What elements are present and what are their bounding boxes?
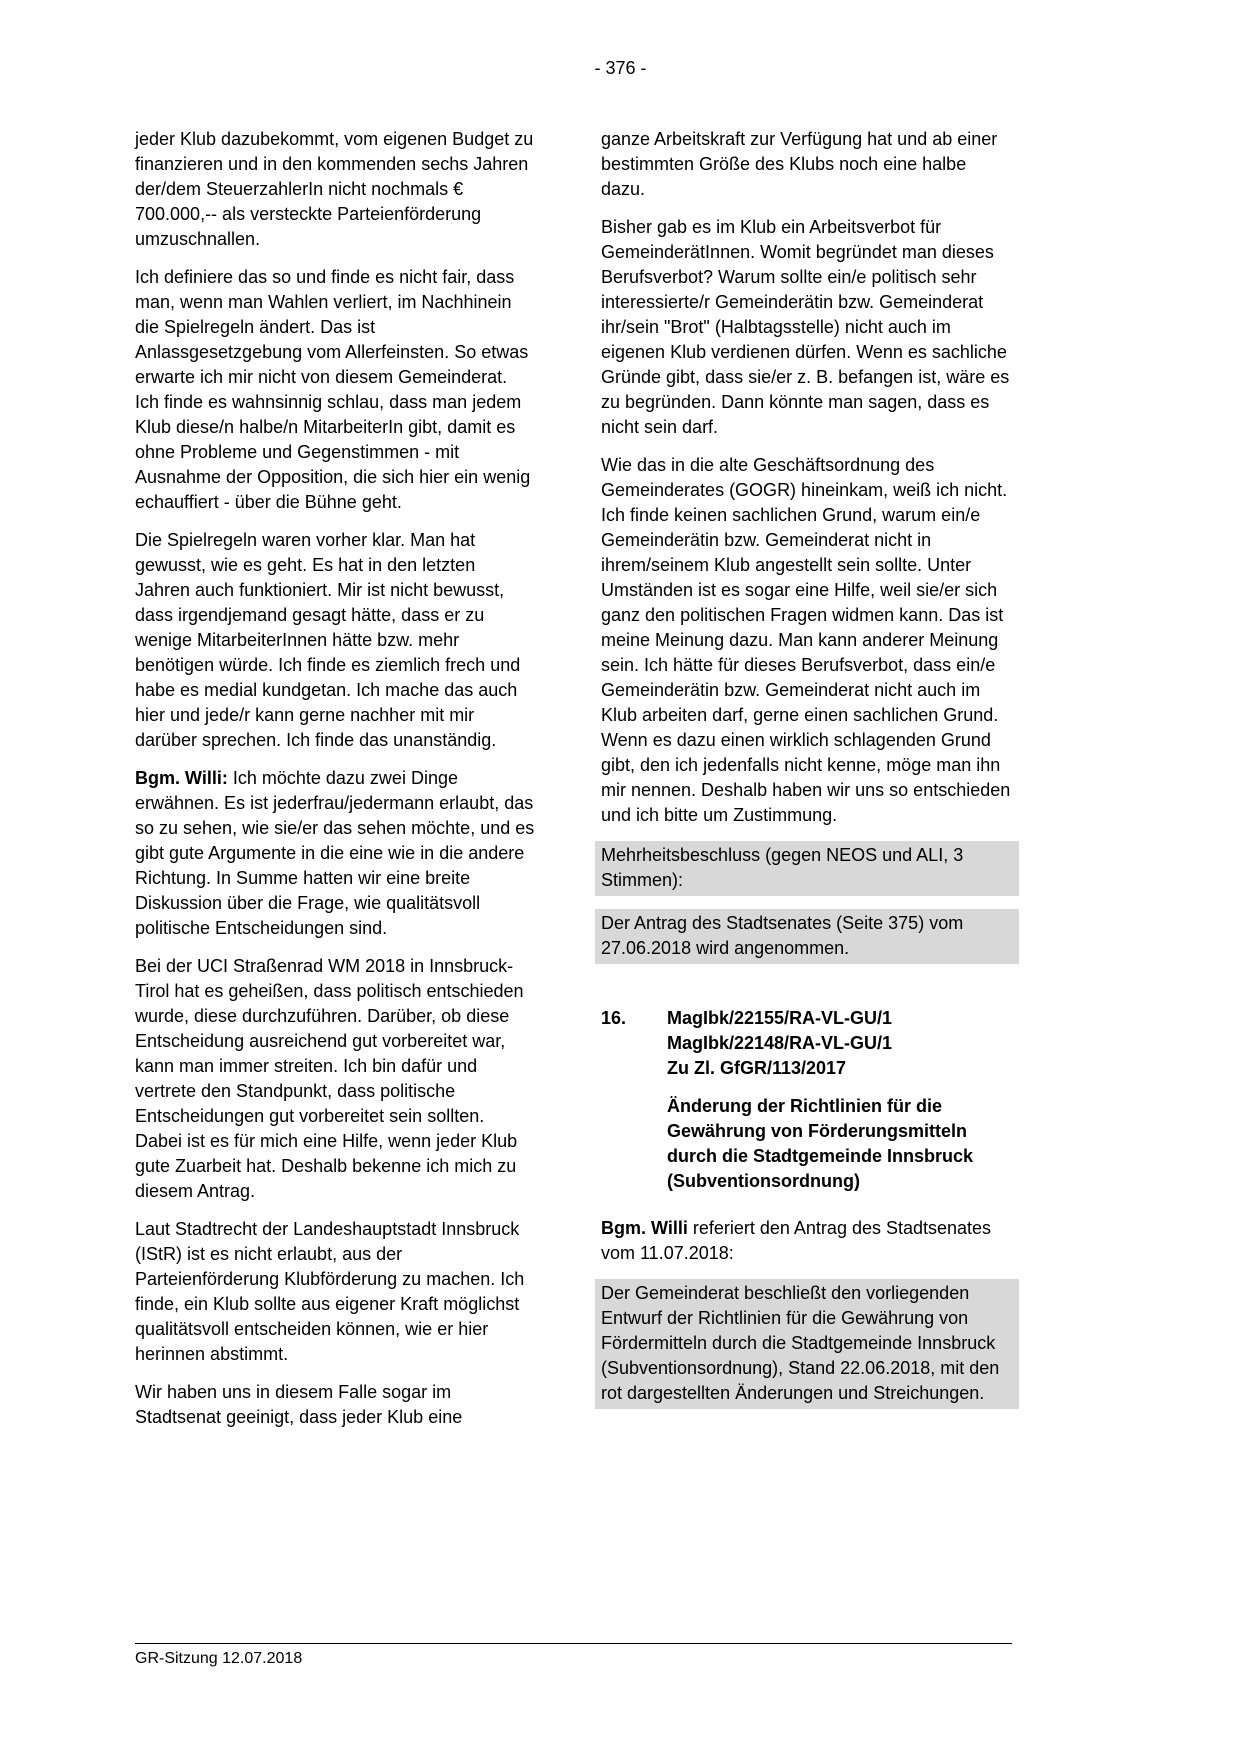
decision-result-block: Der Antrag des Stadtsenates (Seite 375) vom 27.06.2018 wird angenommen.: [595, 909, 1019, 964]
paragraph: Bisher gab es im Klub ein Arbeitsverbot für GemeinderätInnen. Womit begründet man dieses Berufsverbot? Warum sollte ein/e politisch sehr interessierte/r Gemeinderätin bzw. Gemeinderat ihr/sein "Brot" (Halbtagsstelle) nicht auch im eigenen Klub verdienen dürfen. Wenn es sachliche Gründe gibt, dass sie/er z. B. befangen ist, wäre es zu begründen. Dann könnte man sagen, dass es nicht sein darf.: [601, 217, 1010, 437]
footer-text: GR-Sitzung 12.07.2018: [135, 1650, 303, 1667]
speaker-statement: Ich möchte dazu zwei Dinge erwähnen. Es ist jederfrau/jedermann erlaubt, das so zu sehen, wie sie/er das sehen möchte, und es gibt gute Argumente in die eine wie in die andere Richtung. In Summe hatten wir eine breite Diskussion über die Frage, wie qualitätsvoll politische Entscheidungen sind.: [135, 768, 535, 938]
speaker-name: Bgm. Willi:: [135, 768, 228, 788]
paragraph: Bei der UCI Straßenrad WM 2018 in Innsbruck-Tirol hat es geheißen, dass politisch entschieden wurde, diese durchzuführen. Darüber, ob diese Entscheidung ausreichend gut vorbereitet war, kann man immer streiten. Ich bin dafür und vertrete den Standpunkt, dass politische Entscheidungen gut vorbereitet sein sollten. Dabei ist es für mich eine Hilfe, wenn jeder Klub gute Zuarbeit hat. Deshalb bekenne ich mich zu diesem Antrag.: [135, 956, 524, 1201]
paragraph: ganze Arbeitskraft zur Verfügung hat und ab einer bestimmten Größe des Klubs noch eine halbe dazu.: [601, 129, 998, 199]
agenda-item-number: 16.: [601, 1008, 627, 1028]
paragraph: jeder Klub dazubekommt, vom eigenen Budget zu finanzieren und in den kommenden sechs Jahren der/dem SteuerzahlerIn nicht nochmals € 700.000,-- als versteckte Parteienförderung umzuschnallen.: [135, 129, 534, 249]
right-column: [601, 127, 1013, 1409]
agenda-item-refs: [667, 1006, 1013, 1081]
paragraph-speaker: [601, 1216, 1013, 1266]
paragraph: Ich definiere das so und finde es nicht fair, dass man, wenn man Wahlen verliert, im Nachhinein die Spielregeln ändert. Das ist Anlassgesetzgebung vom Allerfeinsten. So etwas erwarte ich mir nicht von diesem Gemeinderat. Ich finde es wahnsinnig schlau, dass man jedem Klub diese/n halbe/n MitarbeiterIn gibt, damit es ohne Probleme und Gegenstimmen - mit Ausnahme der Opposition, die sich hier ein wenig echauffiert - über die Bühne geht.: [135, 267, 531, 512]
agenda-item-title: Änderung der Richtlinien für die Gewährung von Förderungsmitteln durch die Stadtgemeinde Innsbruck (Subventionsordnung): [667, 1096, 974, 1191]
paragraph: Laut Stadtrecht der Landeshauptstadt Innsbruck (IStR) ist es nicht erlaubt, aus der Parteienförderung Klubförderung zu machen. Ich finde, ein Klub sollte aus eigener Kraft möglichst qualitätsvoll entscheiden können, wie er hier herinnen abstimmt.: [135, 1219, 525, 1364]
paragraph: Wie das in die alte Geschäftsordnung des Gemeinderates (GOGR) hineinkam, weiß ich nicht. Ich finde keinen sachlichen Grund, warum ein/e Gemeinderätin bzw. Gemeinderat nicht in ihrem/seinem Klub angestellt sein sollte. Unter Umständen ist es sogar eine Hilfe, weil sie/er sich ganz den politischen Fragen widmen kann. Das ist meine Meinung dazu. Man kann anderer Meinung sein. Ich hätte für dieses Berufsverbot, dass ein/e Gemeinderätin bzw. Gemeinderat nicht auch im Klub arbeiten darf, gerne einen sachlichen Grund. Wenn es dazu einen wirklich schlagenden Grund gibt, den ich jedenfalls nicht kenne, möge man ihn mir nennen. Deshalb haben wir uns so entschieden und ich bitte um Zustimmung.: [601, 455, 1011, 825]
speaker-name: Bgm. Willi: [601, 1218, 688, 1238]
agenda-ref: MagIbk/22148/RA-VL-GU/1: [667, 1033, 893, 1053]
paragraph: Die Spielregeln waren vorher klar. Man hat gewusst, wie es geht. Es hat in den letzten Jahren auch funktioniert. Mir ist nicht bewusst, dass irgendjemand gesagt hätte, dass er zu wenige MitarbeiterInnen hätte bzw. mehr benötigen würde. Ich finde es ziemlich frech und habe es medial kundgetan. Ich mache das auch hier und jede/r kann gerne nachher mit mir darüber sprechen. Ich finde das unanständig.: [135, 530, 521, 750]
speaker-statement: referiert den Antrag des Stadtsenates vom 11.07.2018:: [601, 1218, 992, 1263]
agenda-item-16: [601, 1006, 1013, 1194]
agenda-item-header: [601, 1006, 1013, 1081]
agenda-ref: Zu Zl. GfGR/113/2017: [667, 1058, 847, 1078]
decision-block: Mehrheitsbeschluss (gegen NEOS und ALI, 3 Stimmen):: [595, 841, 1019, 896]
page-number: - 376 -: [594, 58, 647, 78]
paragraph-speaker: [135, 766, 535, 941]
paragraph: Wir haben uns in diesem Falle sogar im Stadtsenat geeinigt, dass jeder Klub eine: [135, 1382, 463, 1427]
agenda-ref: MagIbk/22155/RA-VL-GU/1: [667, 1008, 893, 1028]
resolution-block: Der Gemeinderat beschließt den vorliegenden Entwurf der Richtlinien für die Gewährung von Fördermitteln durch die Stadtgemeinde Innsbruck (Subventionsordnung), Stand 22.06.2018, mit den rot dargestellten Änderungen und Streichungen.: [595, 1279, 1019, 1409]
left-column: [135, 127, 535, 1443]
page-footer: [135, 1643, 1012, 1669]
